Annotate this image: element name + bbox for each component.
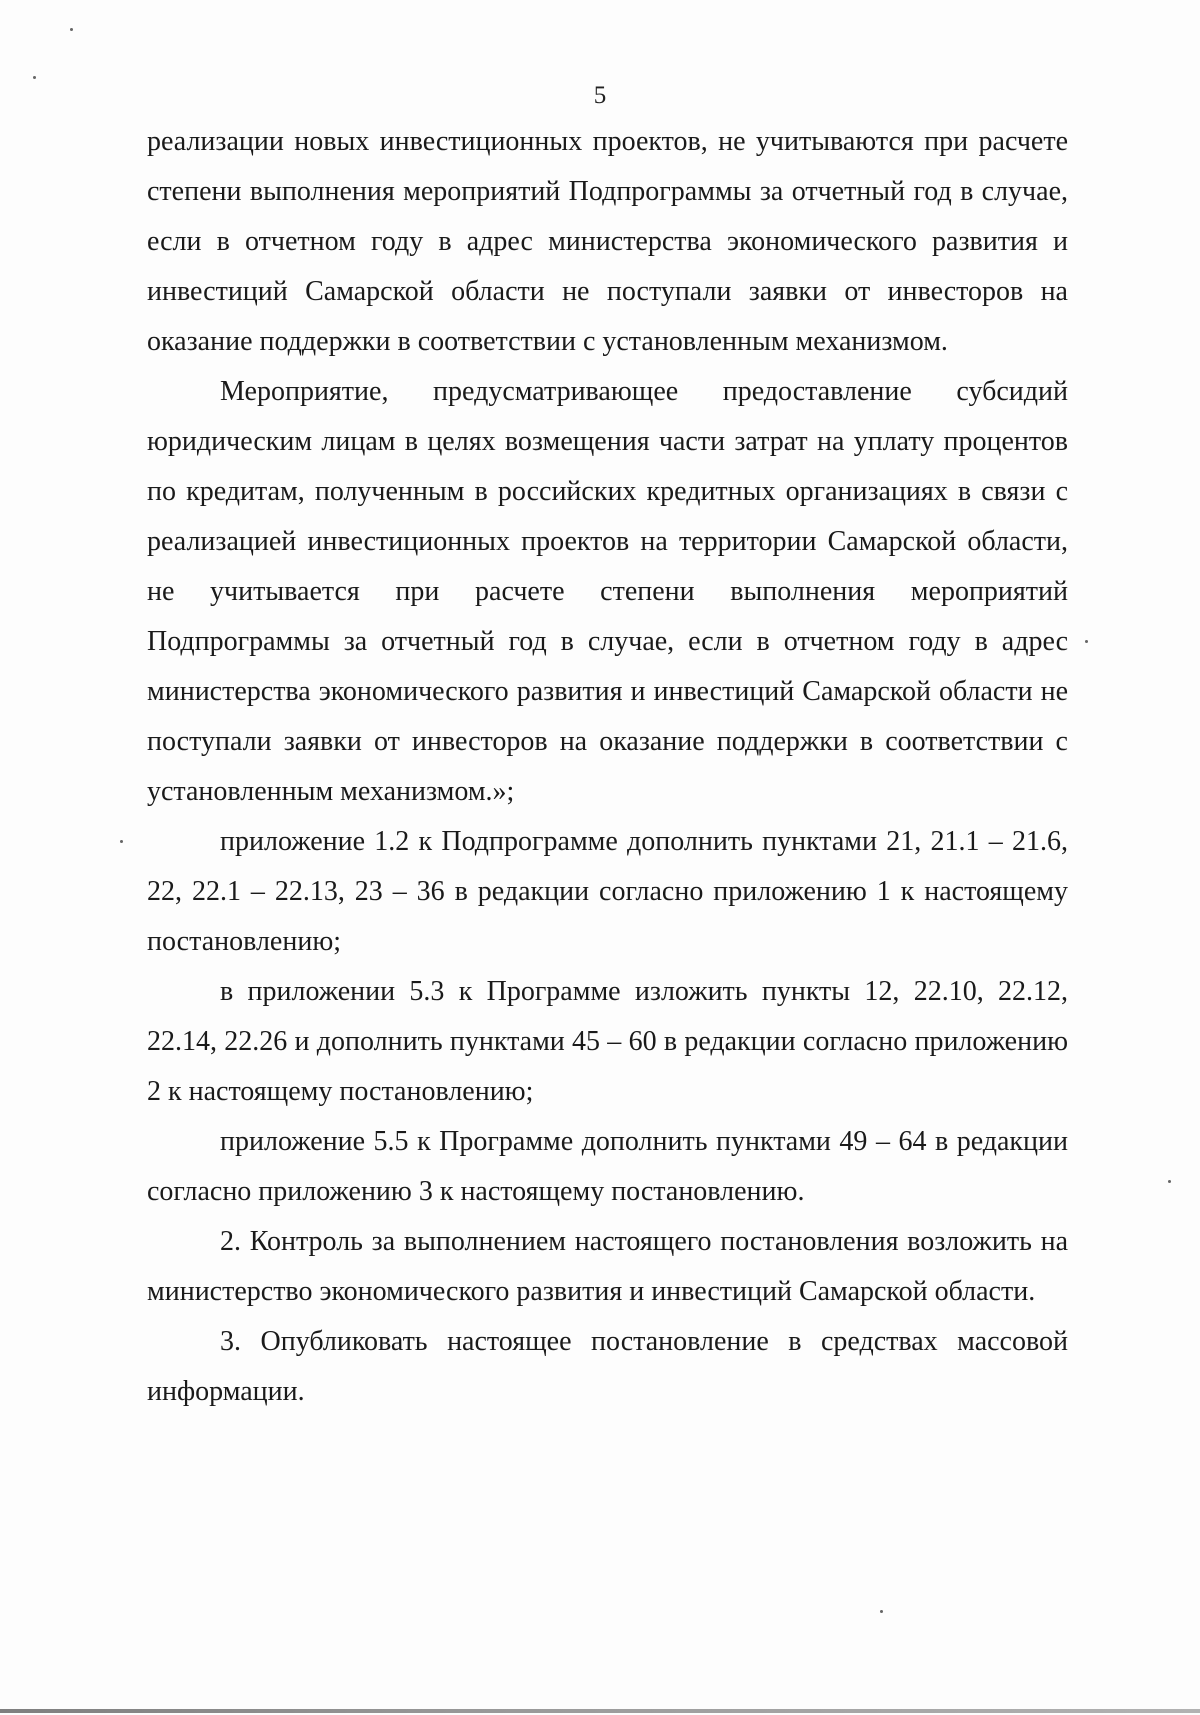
paragraph-appendix-5-3: в приложении 5.3 к Программе изложить пункты 12, 22.10, 22.12, 22.14, 22.26 и дополнить пунктами 45 – 60 в редакции согласно приложению 2 к настоящему постановлению; xyxy=(147,976,1068,1107)
scan-speck xyxy=(1085,640,1088,643)
scan-speck xyxy=(120,840,123,843)
scan-speck xyxy=(880,1610,883,1613)
paragraph-subsidy-measure: Мероприятие, предусматривающее предоставление субсидий юридическим лицам в целях возмещения части затрат на уплату процентов по кредитам, полученным в российских кредитных организациях в связи с реализацией инвестиционных проектов на территории Самарской области, не учитывается при расчете степени выполнения мероприятий Подпрограммы за отчетный год в случае, если в отчетном году в адрес министерства экономического развития и инвестиций Самарской области не поступали заявки от инвесторов на оказание поддержки в соответствии с установленным механизмом.»; xyxy=(147,376,1068,807)
paragraph-appendix-1-2: приложение 1.2 к Подпрограмме дополнить пунктами 21, 21.1 – 21.6, 22, 22.1 – 22.13, 23 – 36 в редакции согласно приложению 1 к настоящему постановлению; xyxy=(147,826,1068,957)
scan-speck xyxy=(33,76,36,79)
paragraph-appendix-5-5: приложение 5.5 к Программе дополнить пунктами 49 – 64 в редакции согласно приложению 3 к настоящему постановлению. xyxy=(147,1126,1068,1207)
scan-bottom-edge xyxy=(0,1709,1200,1713)
document-body xyxy=(147,117,1068,1417)
paragraph-control-clause: 2. Контроль за выполнением настоящего постановления возложить на министерство экономического развития и инвестиций Самарской области. xyxy=(147,1226,1068,1307)
scan-speck xyxy=(70,28,73,31)
scan-speck xyxy=(1168,1180,1171,1183)
paragraph-publication-clause: 3. Опубликовать настоящее постановление в средствах массовой информации. xyxy=(147,1326,1068,1407)
paragraph-continuation: реализации новых инвестиционных проектов, не учитываются при расчете степени выполнения мероприятий Подпрограммы за отчетный год в случае, если в отчетном году в адрес министерства экономического развития и инвестиций Самарской области не поступали заявки от инвесторов на оказание поддержки в соответствии с установленным механизмом. xyxy=(147,126,1068,357)
page-number: 5 xyxy=(593,82,607,109)
